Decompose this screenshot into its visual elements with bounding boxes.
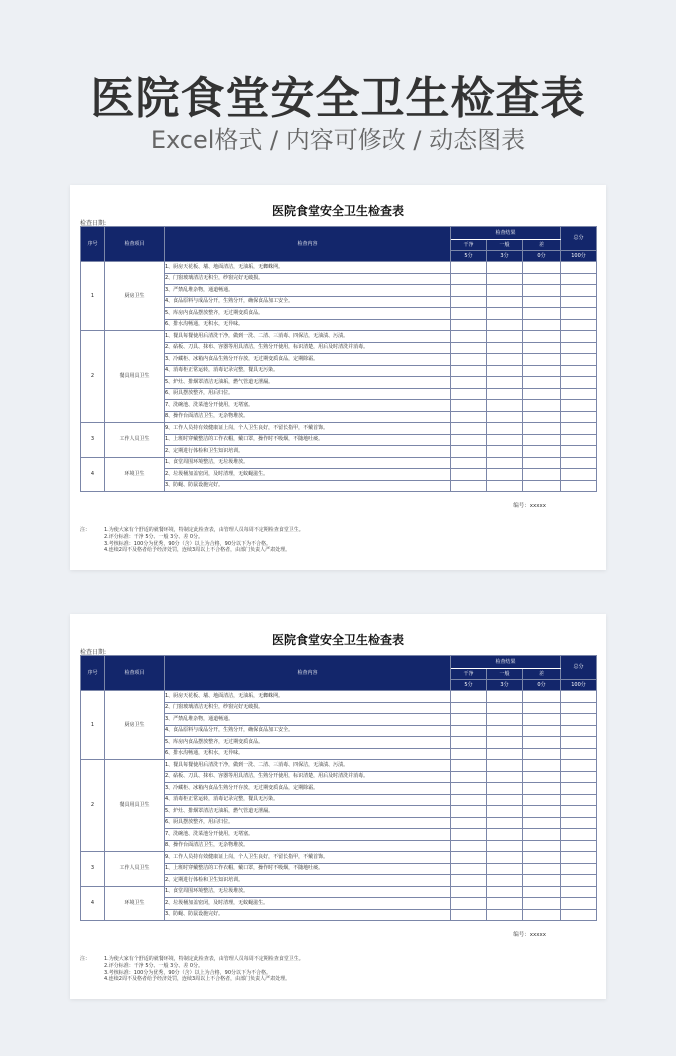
- normal-cell[interactable]: [487, 852, 523, 864]
- check-item: 5、库房内食品摆放整齐，无过期变质食品。: [165, 308, 451, 320]
- note-line: 4.连续2周不及格者给予经济处罚，连续3周以上不合格者，由部门负责人严肃处理。: [104, 547, 291, 554]
- poor-cell[interactable]: [523, 806, 561, 818]
- total-cell[interactable]: [561, 794, 597, 806]
- normal-cell[interactable]: [487, 714, 523, 726]
- header-poor: 差: [523, 240, 561, 251]
- poor-cell[interactable]: [523, 875, 561, 887]
- total-cell[interactable]: [561, 342, 597, 354]
- group-name: 餐具用具卫生: [105, 331, 165, 423]
- note-line: 3.考核标准：100分为优秀，90分（含）以上为合格，90分以下为不合格。: [104, 540, 272, 547]
- clean-cell[interactable]: [451, 273, 487, 285]
- check-item: 9、工作人员持有效健康证上岗，个人卫生良好，不留长指甲，不戴首饰。: [165, 852, 451, 864]
- total-cell[interactable]: [561, 725, 597, 737]
- total-cell[interactable]: [561, 852, 597, 864]
- check-item: 1、上班时穿戴整洁的工作衣帽，戴口罩，操作时不吸烟，不随地吐痰。: [165, 434, 451, 446]
- group-number: 2: [81, 331, 105, 423]
- check-item: 2、砧板、刀具、抹布、容器等用具清洁，生熟分开使用，标识清楚，用后及时清洗并消毒。: [165, 771, 451, 783]
- group-name: 工作人员卫生: [105, 423, 165, 458]
- clean-cell[interactable]: [451, 377, 487, 389]
- total-cell[interactable]: [561, 262, 597, 274]
- header-total: 总分: [561, 656, 597, 680]
- clean-cell[interactable]: [451, 875, 487, 887]
- header-normal: 一般: [487, 240, 523, 251]
- normal-cell[interactable]: [487, 411, 523, 423]
- poor-cell[interactable]: [523, 863, 561, 875]
- total-cell[interactable]: [561, 898, 597, 910]
- poor-cell[interactable]: [523, 377, 561, 389]
- group-number: 1: [81, 262, 105, 331]
- sheet-preview-2: [70, 614, 606, 999]
- clean-cell[interactable]: [451, 434, 487, 446]
- clean-cell[interactable]: [451, 457, 487, 469]
- form-code: 编号：xxxxx: [513, 503, 546, 509]
- check-item: 4、消毒柜正常运转，消毒记录完整，餐具无污染。: [165, 365, 451, 377]
- clean-cell[interactable]: [451, 702, 487, 714]
- table-row: [81, 760, 597, 772]
- poor-cell[interactable]: [523, 829, 561, 841]
- check-item: 3、防蝇、防鼠设施完好。: [165, 480, 451, 492]
- check-item: 4、食品原料与成品分开，生熟分开，确保食品加工安全。: [165, 296, 451, 308]
- poor-cell[interactable]: [523, 354, 561, 366]
- group-name: 厨房卫生: [105, 262, 165, 331]
- check-item: 6、厨具摆放整齐，用后归位。: [165, 817, 451, 829]
- group-name: 环境卫生: [105, 457, 165, 492]
- check-item: 3、防蝇、防鼠设施完好。: [165, 909, 451, 921]
- group-number: 4: [81, 457, 105, 492]
- normal-cell[interactable]: [487, 319, 523, 331]
- clean-cell[interactable]: [451, 331, 487, 343]
- check-item: 8、操作台面清洁卫生，无杂物堆放。: [165, 411, 451, 423]
- table-row: [81, 423, 597, 435]
- poor-cell[interactable]: [523, 909, 561, 921]
- normal-cell[interactable]: [487, 737, 523, 749]
- note-line: 2.评分标准：干净 5分、一般 3分、差 0分。: [104, 533, 204, 540]
- clean-cell[interactable]: [451, 863, 487, 875]
- check-item: 1、厨房天花板、墙、地面清洁，无油垢，无蜘蛛网。: [165, 691, 451, 703]
- total-cell[interactable]: [561, 863, 597, 875]
- normal-cell[interactable]: [487, 423, 523, 435]
- check-item: 7、洗碗池、洗菜池分开使用，无堵塞。: [165, 829, 451, 841]
- poor-cell[interactable]: [523, 852, 561, 864]
- poor-cell[interactable]: [523, 817, 561, 829]
- header-clean: 干净: [451, 669, 487, 680]
- normal-cell[interactable]: [487, 342, 523, 354]
- clean-cell[interactable]: [451, 411, 487, 423]
- table-row: [81, 852, 597, 864]
- total-cell[interactable]: [561, 840, 597, 852]
- inspection-date-label: 检查日期:: [80, 649, 107, 656]
- clean-cell[interactable]: [451, 737, 487, 749]
- normal-cell[interactable]: [487, 457, 523, 469]
- total-cell[interactable]: [561, 354, 597, 366]
- header-total: 总分: [561, 227, 597, 251]
- poor-cell[interactable]: [523, 480, 561, 492]
- total-cell[interactable]: [561, 273, 597, 285]
- check-item: 1、厨房天花板、墙、地面清洁，无油垢，无蜘蛛网。: [165, 262, 451, 274]
- group-number: 4: [81, 886, 105, 921]
- clean-cell[interactable]: [451, 365, 487, 377]
- poor-cell[interactable]: [523, 446, 561, 458]
- normal-cell[interactable]: [487, 691, 523, 703]
- normal-cell[interactable]: [487, 365, 523, 377]
- total-cell[interactable]: [561, 308, 597, 320]
- poor-cell[interactable]: [523, 262, 561, 274]
- normal-cell[interactable]: [487, 434, 523, 446]
- normal-cell[interactable]: [487, 262, 523, 274]
- notes-label: 注：: [80, 956, 91, 962]
- clean-cell[interactable]: [451, 342, 487, 354]
- poor-cell[interactable]: [523, 886, 561, 898]
- poor-cell[interactable]: [523, 794, 561, 806]
- normal-cell[interactable]: [487, 400, 523, 412]
- poor-cell[interactable]: [523, 319, 561, 331]
- normal-cell[interactable]: [487, 760, 523, 772]
- clean-cell[interactable]: [451, 308, 487, 320]
- header-result: 检查结果: [451, 656, 561, 669]
- poor-cell[interactable]: [523, 771, 561, 783]
- group-number: 3: [81, 852, 105, 887]
- total-cell[interactable]: [561, 434, 597, 446]
- normal-cell[interactable]: [487, 863, 523, 875]
- check-item: 3、严禁乱堆杂物，通道畅通。: [165, 714, 451, 726]
- normal-cell[interactable]: [487, 296, 523, 308]
- poor-cell[interactable]: [523, 737, 561, 749]
- sheet-title: 医院食堂安全卫生检查表: [271, 204, 404, 218]
- total-cell[interactable]: [561, 737, 597, 749]
- normal-cell[interactable]: [487, 725, 523, 737]
- header-total-score: 100分: [561, 251, 597, 262]
- header-item: 检查项目: [105, 656, 165, 691]
- total-cell[interactable]: [561, 319, 597, 331]
- total-cell[interactable]: [561, 469, 597, 481]
- inspection-date-label: 检查日期:: [80, 220, 107, 227]
- check-item: 1、餐具每餐使用后清洗干净，做到一洗、二清、三消毒、四保洁，无油渍、污渍。: [165, 760, 451, 772]
- clean-cell[interactable]: [451, 714, 487, 726]
- poor-cell[interactable]: [523, 411, 561, 423]
- total-cell[interactable]: [561, 817, 597, 829]
- poor-cell[interactable]: [523, 285, 561, 297]
- note-line: 2.评分标准：干净 5分、一般 3分、差 0分。: [104, 962, 204, 969]
- header-normal: 一般: [487, 669, 523, 680]
- sheet-preview-1: [70, 185, 606, 570]
- clean-cell[interactable]: [451, 748, 487, 760]
- poor-cell[interactable]: [523, 434, 561, 446]
- poor-cell[interactable]: [523, 725, 561, 737]
- group-number: 2: [81, 760, 105, 852]
- poor-cell[interactable]: [523, 296, 561, 308]
- clean-cell[interactable]: [451, 691, 487, 703]
- check-item: 2、门窗玻璃清洁无积尘，纱窗完好无破损。: [165, 273, 451, 285]
- clean-cell[interactable]: [451, 725, 487, 737]
- poor-cell[interactable]: [523, 342, 561, 354]
- check-item: 6、排水沟畅通，无积水，无异味。: [165, 748, 451, 760]
- total-cell[interactable]: [561, 400, 597, 412]
- clean-cell[interactable]: [451, 817, 487, 829]
- header-content: 检查内容: [165, 656, 451, 691]
- header-poor-score: 0分: [523, 680, 561, 691]
- note-line: 4.连续2周不及格者给予经济处罚，连续3周以上不合格者，由部门负责人严肃处理。: [104, 976, 291, 983]
- clean-cell[interactable]: [451, 829, 487, 841]
- table-row: [81, 457, 597, 469]
- header-clean: 干净: [451, 240, 487, 251]
- poor-cell[interactable]: [523, 702, 561, 714]
- total-cell[interactable]: [561, 771, 597, 783]
- check-item: 1、上班时穿戴整洁的工作衣帽，戴口罩，操作时不吸烟，不随地吐痰。: [165, 863, 451, 875]
- poor-cell[interactable]: [523, 273, 561, 285]
- total-cell[interactable]: [561, 285, 597, 297]
- total-cell[interactable]: [561, 714, 597, 726]
- clean-cell[interactable]: [451, 852, 487, 864]
- header-total-score: 100分: [561, 680, 597, 691]
- clean-cell[interactable]: [451, 886, 487, 898]
- inspection-table: [80, 226, 597, 492]
- table-row: [81, 691, 597, 703]
- header-normal-score: 3分: [487, 680, 523, 691]
- poor-cell[interactable]: [523, 714, 561, 726]
- check-item: 5、库房内食品摆放整齐，无过期变质食品。: [165, 737, 451, 749]
- header-poor-score: 0分: [523, 251, 561, 262]
- header-seq: 序号: [81, 656, 105, 691]
- total-cell[interactable]: [561, 377, 597, 389]
- total-cell[interactable]: [561, 760, 597, 772]
- clean-cell[interactable]: [451, 840, 487, 852]
- total-cell[interactable]: [561, 909, 597, 921]
- normal-cell[interactable]: [487, 783, 523, 795]
- group-name: 工作人员卫生: [105, 852, 165, 887]
- normal-cell[interactable]: [487, 480, 523, 492]
- notes-label: 注：: [80, 527, 91, 533]
- clean-cell[interactable]: [451, 319, 487, 331]
- check-item: 6、排水沟畅通，无积水，无异味。: [165, 319, 451, 331]
- normal-cell[interactable]: [487, 702, 523, 714]
- header-content: 检查内容: [165, 227, 451, 262]
- poor-cell[interactable]: [523, 760, 561, 772]
- total-cell[interactable]: [561, 783, 597, 795]
- total-cell[interactable]: [561, 702, 597, 714]
- normal-cell[interactable]: [487, 794, 523, 806]
- check-item: 3、冷藏柜、冰箱内食品生熟分开存放，无过期变质食品，定期除霜。: [165, 783, 451, 795]
- check-item: 2、垃圾桶加盖密闭，及时清理，无蚊蝇滋生。: [165, 469, 451, 481]
- hero-subtitle: Excel格式 / 内容可修改 / 动态图表: [150, 126, 526, 154]
- normal-cell[interactable]: [487, 446, 523, 458]
- total-cell[interactable]: [561, 875, 597, 887]
- poor-cell[interactable]: [523, 783, 561, 795]
- note-line: 3.考核标准：100分为优秀，90分（含）以上为合格，90分以下为不合格。: [104, 969, 272, 976]
- total-cell[interactable]: [561, 423, 597, 435]
- normal-cell[interactable]: [487, 840, 523, 852]
- check-item: 1、食堂周围环境整洁，无垃圾堆放。: [165, 457, 451, 469]
- header-poor: 差: [523, 669, 561, 680]
- normal-cell[interactable]: [487, 748, 523, 760]
- form-code: 编号：xxxxx: [513, 932, 546, 938]
- poor-cell[interactable]: [523, 898, 561, 910]
- header-clean-score: 5分: [451, 251, 487, 262]
- check-item: 8、操作台面清洁卫生，无杂物堆放。: [165, 840, 451, 852]
- total-cell[interactable]: [561, 331, 597, 343]
- normal-cell[interactable]: [487, 771, 523, 783]
- group-number: 1: [81, 691, 105, 760]
- check-item: 2、定期进行体检和卫生知识培训。: [165, 875, 451, 887]
- total-cell[interactable]: [561, 446, 597, 458]
- total-cell[interactable]: [561, 457, 597, 469]
- normal-cell[interactable]: [487, 909, 523, 921]
- poor-cell[interactable]: [523, 331, 561, 343]
- poor-cell[interactable]: [523, 388, 561, 400]
- check-item: 2、门窗玻璃清洁无积尘，纱窗完好无破损。: [165, 702, 451, 714]
- total-cell[interactable]: [561, 480, 597, 492]
- clean-cell[interactable]: [451, 262, 487, 274]
- clean-cell[interactable]: [451, 480, 487, 492]
- inspection-table: [80, 655, 597, 921]
- normal-cell[interactable]: [487, 273, 523, 285]
- total-cell[interactable]: [561, 829, 597, 841]
- clean-cell[interactable]: [451, 760, 487, 772]
- check-item: 5、炉灶、排烟罩清洁无油垢，燃气管道无泄漏。: [165, 806, 451, 818]
- total-cell[interactable]: [561, 388, 597, 400]
- table-row: [81, 262, 597, 274]
- normal-cell[interactable]: [487, 817, 523, 829]
- check-item: 3、冷藏柜、冰箱内食品生熟分开存放，无过期变质食品，定期除霜。: [165, 354, 451, 366]
- normal-cell[interactable]: [487, 469, 523, 481]
- normal-cell[interactable]: [487, 829, 523, 841]
- total-cell[interactable]: [561, 806, 597, 818]
- total-cell[interactable]: [561, 691, 597, 703]
- normal-cell[interactable]: [487, 377, 523, 389]
- clean-cell[interactable]: [451, 469, 487, 481]
- check-item: 3、严禁乱堆杂物，通道畅通。: [165, 285, 451, 297]
- clean-cell[interactable]: [451, 446, 487, 458]
- clean-cell[interactable]: [451, 771, 487, 783]
- header-seq: 序号: [81, 227, 105, 262]
- group-name: 厨房卫生: [105, 691, 165, 760]
- group-name: 环境卫生: [105, 886, 165, 921]
- table-row: [81, 331, 597, 343]
- clean-cell[interactable]: [451, 423, 487, 435]
- normal-cell[interactable]: [487, 875, 523, 887]
- poor-cell[interactable]: [523, 423, 561, 435]
- normal-cell[interactable]: [487, 308, 523, 320]
- poor-cell[interactable]: [523, 748, 561, 760]
- check-item: 1、食堂周围环境整洁，无垃圾堆放。: [165, 886, 451, 898]
- table-row: [81, 886, 597, 898]
- clean-cell[interactable]: [451, 806, 487, 818]
- clean-cell[interactable]: [451, 898, 487, 910]
- check-item: 2、垃圾桶加盖密闭，及时清理，无蚊蝇滋生。: [165, 898, 451, 910]
- poor-cell[interactable]: [523, 365, 561, 377]
- normal-cell[interactable]: [487, 388, 523, 400]
- check-item: 4、消毒柜正常运转，消毒记录完整，餐具无污染。: [165, 794, 451, 806]
- poor-cell[interactable]: [523, 469, 561, 481]
- clean-cell[interactable]: [451, 794, 487, 806]
- clean-cell[interactable]: [451, 388, 487, 400]
- group-number: 3: [81, 423, 105, 458]
- clean-cell[interactable]: [451, 783, 487, 795]
- normal-cell[interactable]: [487, 898, 523, 910]
- normal-cell[interactable]: [487, 886, 523, 898]
- header-result: 检查结果: [451, 227, 561, 240]
- normal-cell[interactable]: [487, 285, 523, 297]
- total-cell[interactable]: [561, 748, 597, 760]
- normal-cell[interactable]: [487, 354, 523, 366]
- note-line: 1.为使大家有个舒适的就餐环境，特制定此检查表，由管理人员每周不定期检查食堂卫生。: [104, 956, 304, 962]
- header-item: 检查项目: [105, 227, 165, 262]
- normal-cell[interactable]: [487, 806, 523, 818]
- hero-title: 医院食堂安全卫生检查表: [90, 73, 586, 124]
- check-item: 6、厨具摆放整齐，用后归位。: [165, 388, 451, 400]
- header-normal-score: 3分: [487, 251, 523, 262]
- clean-cell[interactable]: [451, 400, 487, 412]
- total-cell[interactable]: [561, 296, 597, 308]
- poor-cell[interactable]: [523, 840, 561, 852]
- sheet-title: 医院食堂安全卫生检查表: [271, 633, 404, 647]
- clean-cell[interactable]: [451, 909, 487, 921]
- total-cell[interactable]: [561, 886, 597, 898]
- group-name: 餐具用具卫生: [105, 760, 165, 852]
- check-item: 7、洗碗池、洗菜池分开使用，无堵塞。: [165, 400, 451, 412]
- check-item: 2、砧板、刀具、抹布、容器等用具清洁，生熟分开使用，标识清楚，用后及时清洗并消毒。: [165, 342, 451, 354]
- poor-cell[interactable]: [523, 691, 561, 703]
- check-item: 2、定期进行体检和卫生知识培训。: [165, 446, 451, 458]
- clean-cell[interactable]: [451, 296, 487, 308]
- normal-cell[interactable]: [487, 331, 523, 343]
- note-line: 1.为使大家有个舒适的就餐环境，特制定此检查表，由管理人员每周不定期检查食堂卫生。: [104, 527, 304, 533]
- poor-cell[interactable]: [523, 400, 561, 412]
- clean-cell[interactable]: [451, 354, 487, 366]
- check-item: 9、工作人员持有效健康证上岗，个人卫生良好，不留长指甲，不戴首饰。: [165, 423, 451, 435]
- poor-cell[interactable]: [523, 308, 561, 320]
- check-item: 1、餐具每餐使用后清洗干净，做到一洗、二清、三消毒、四保洁，无油渍、污渍。: [165, 331, 451, 343]
- check-item: 4、食品原料与成品分开，生熟分开，确保食品加工安全。: [165, 725, 451, 737]
- check-item: 5、炉灶、排烟罩清洁无油垢，燃气管道无泄漏。: [165, 377, 451, 389]
- total-cell[interactable]: [561, 411, 597, 423]
- total-cell[interactable]: [561, 365, 597, 377]
- poor-cell[interactable]: [523, 457, 561, 469]
- clean-cell[interactable]: [451, 285, 487, 297]
- header-clean-score: 5分: [451, 680, 487, 691]
